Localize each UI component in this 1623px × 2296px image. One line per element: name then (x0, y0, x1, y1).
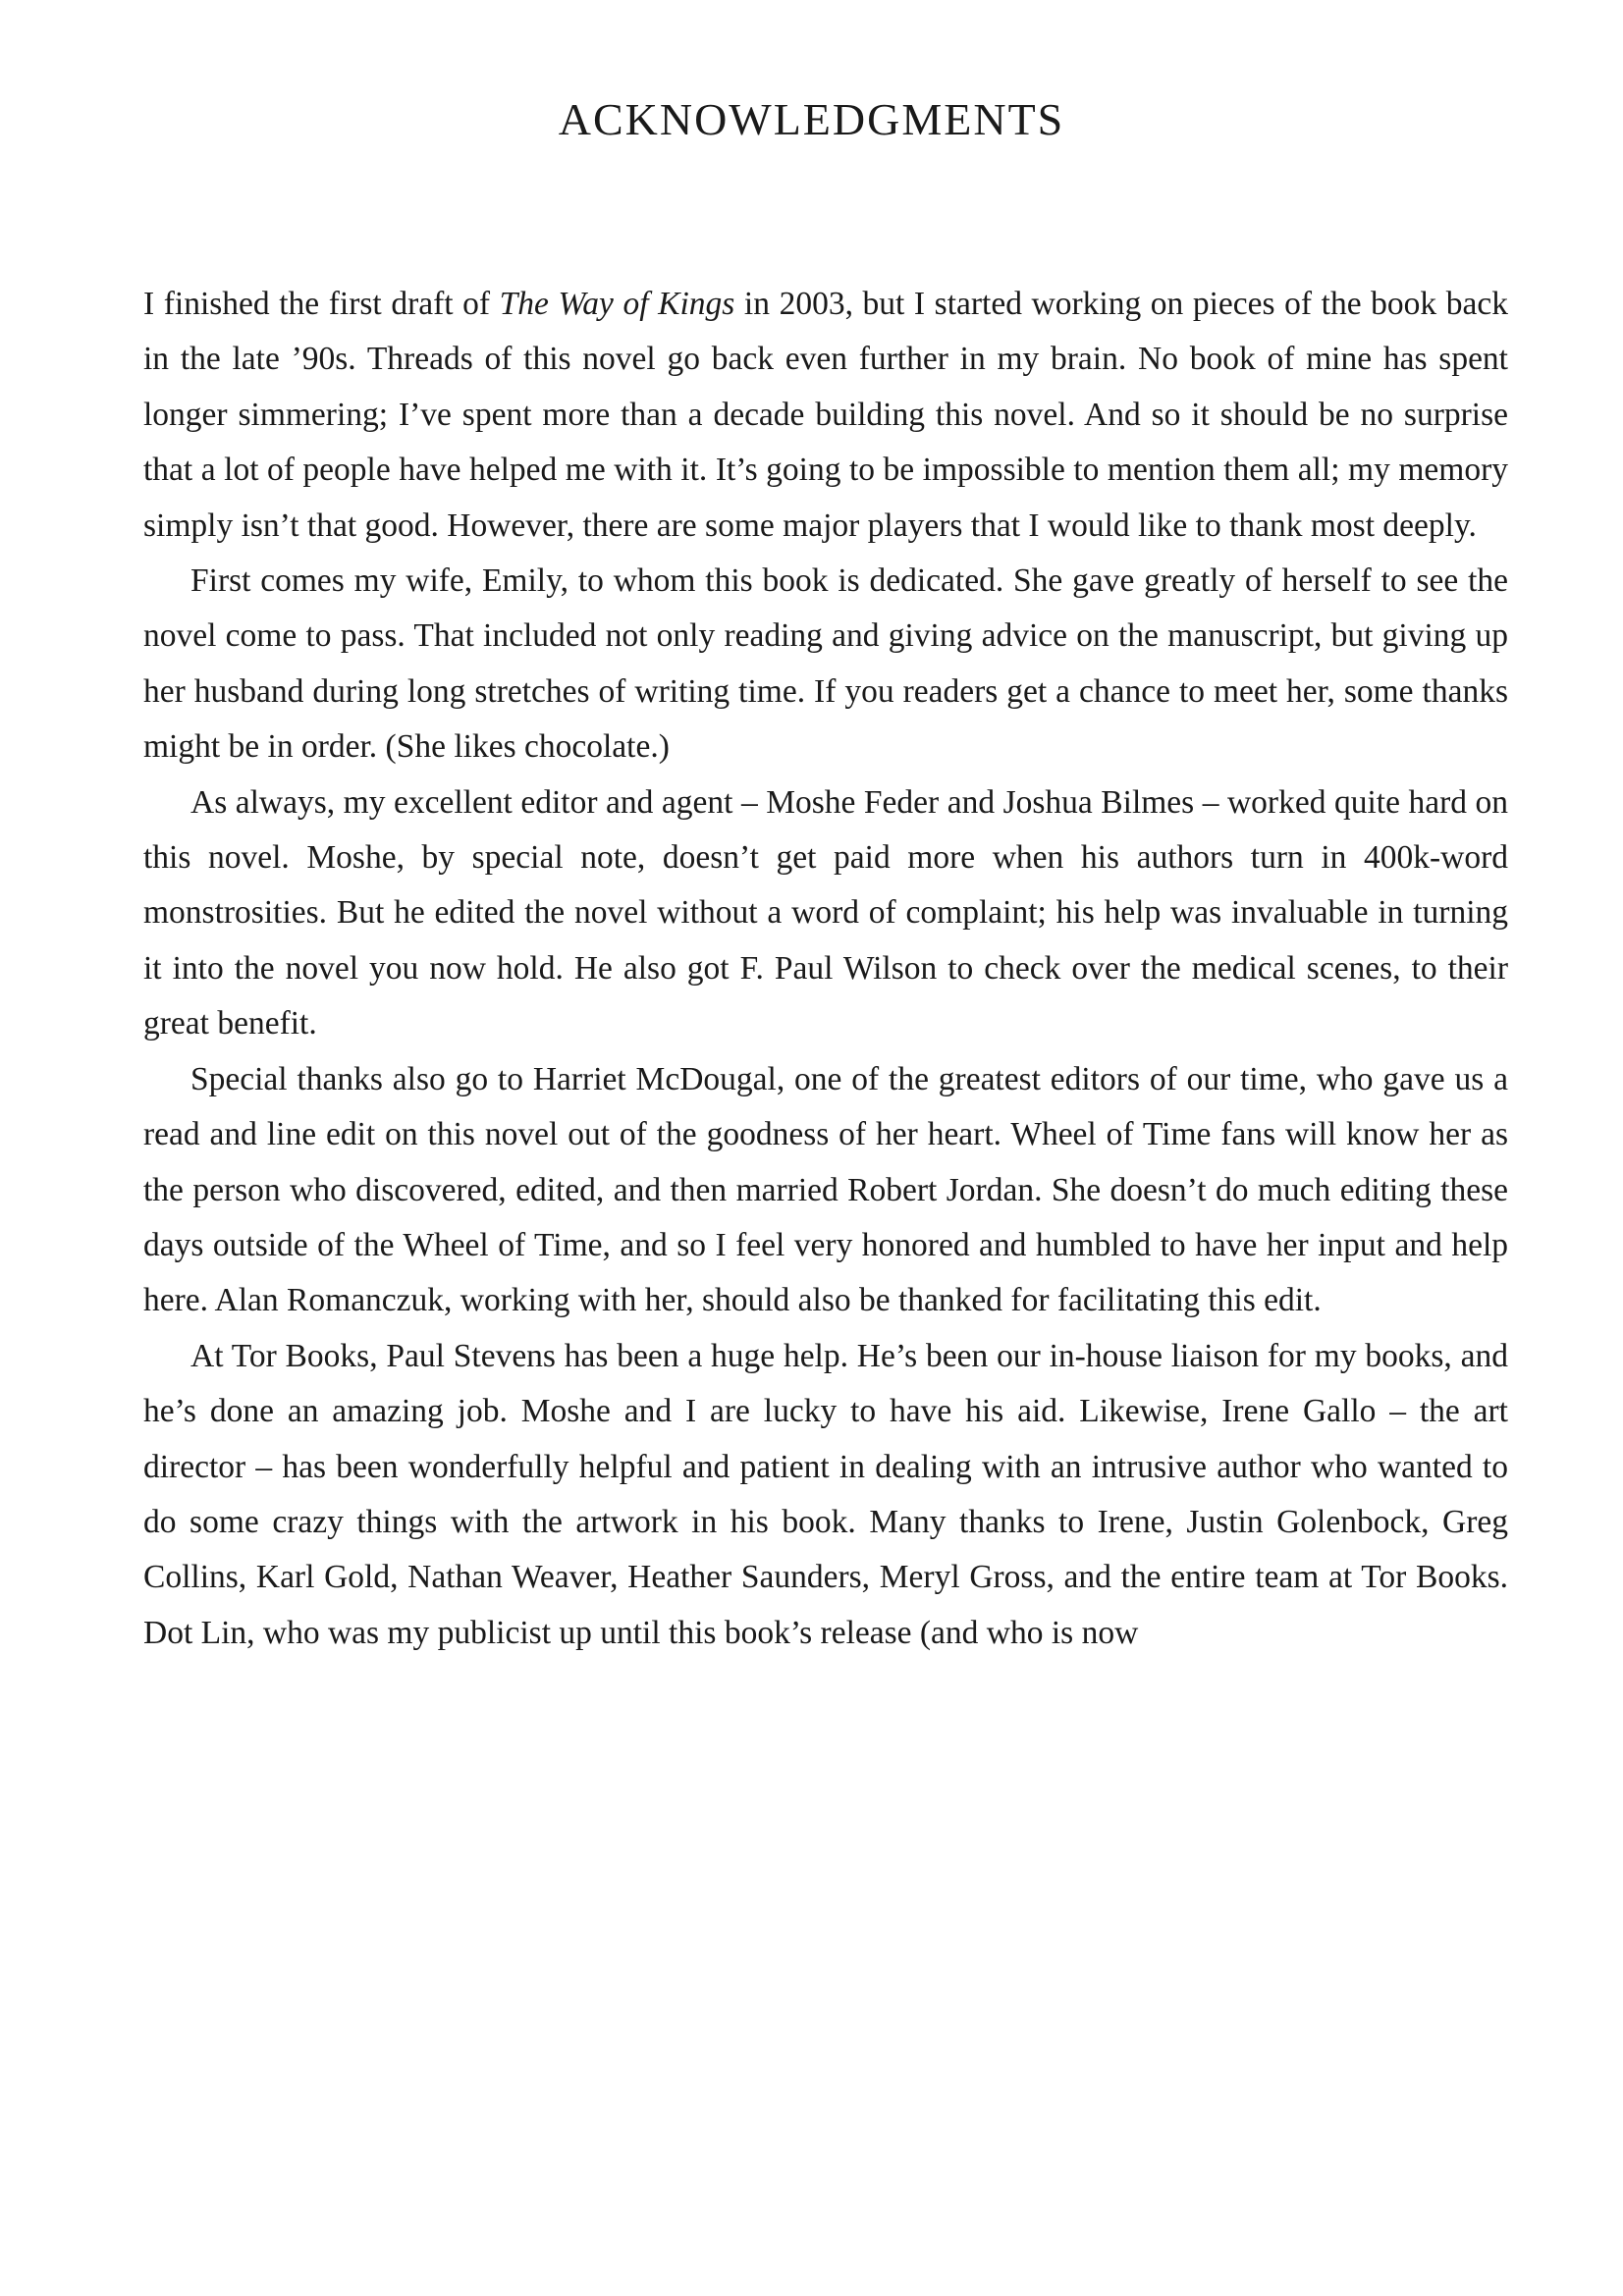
paragraph-3: As always, my excellent editor and agent – Moshe Feder and Joshua Bilmes – worked quite hard on this novel. Moshe, by special note, doesn’t get paid more when his authors turn in 400k-word monstrosities. But he edited the novel without a word of complaint; his help was invaluable in turning it into the novel you now hold. He also got F. Paul Wilson to check over the medical scenes, to their great benefit. (143, 783, 1508, 1042)
paragraph-4: Special thanks also go to Harriet McDougal, one of the greatest editors of our time, who gave us a read and line edit on this novel out of the goodness of her heart. Wheel of Time fans will know her as the person who discovered, edited, and then married Robert Jordan. She doesn’t do much editing these days outside of the Wheel of Time, and so I feel very honored and humbled to have her input and help here. Alan Romanczuk, working with her, should also be thanked for facilitating this edit. (143, 1060, 1508, 1319)
paragraph-1-lead: I finished the first draft of (143, 286, 500, 322)
acknowledgments-body (143, 277, 1508, 1661)
paragraph-2: First comes my wife, Emily, to whom this book is dedicated. She gave greatly of herself to see the novel come to pass. That included not only reading and giving advice on the manuscript, but giving up her husband during long stretches of writing time. If you readers get a chance to meet her, some thanks might be in order. (She likes chocolate.) (143, 562, 1508, 766)
paragraph-1-rest: in 2003, but I started working on pieces of the book back in the late ’90s. Threads of this novel go back even further in my brain. No book of mine has spent longer simmering; I’ve spent more than a decade building this novel. And so it should be no surprise that a lot of people have helped me with it. It’s going to be impossible to mention them all; my memory simply isn’t that good. However, there are some major players that I would like to thank most deeply. (143, 286, 1508, 544)
book-title: The Way of Kings (499, 286, 735, 322)
paragraph-5: At Tor Books, Paul Stevens has been a huge help. He’s been our in-house liaison for my books, and he’s done an amazing job. Moshe and I are lucky to have his aid. Likewise, Irene Gallo – the art director – has been wonderfully helpful and patient in dealing with an intrusive author who wanted to do some crazy things with the artwork in his book. Many thanks to Irene, Justin Golenbock, Greg Collins, Karl Gold, Nathan Weaver, Heather Saunders, Meryl Gross, and the entire team at Tor Books. Dot Lin, who was my publicist up until this book’s release (and who is now (143, 1337, 1508, 1651)
paragraph-1 (143, 277, 1508, 554)
page-title: ACKNOWLEDGMENTS (558, 94, 1065, 144)
